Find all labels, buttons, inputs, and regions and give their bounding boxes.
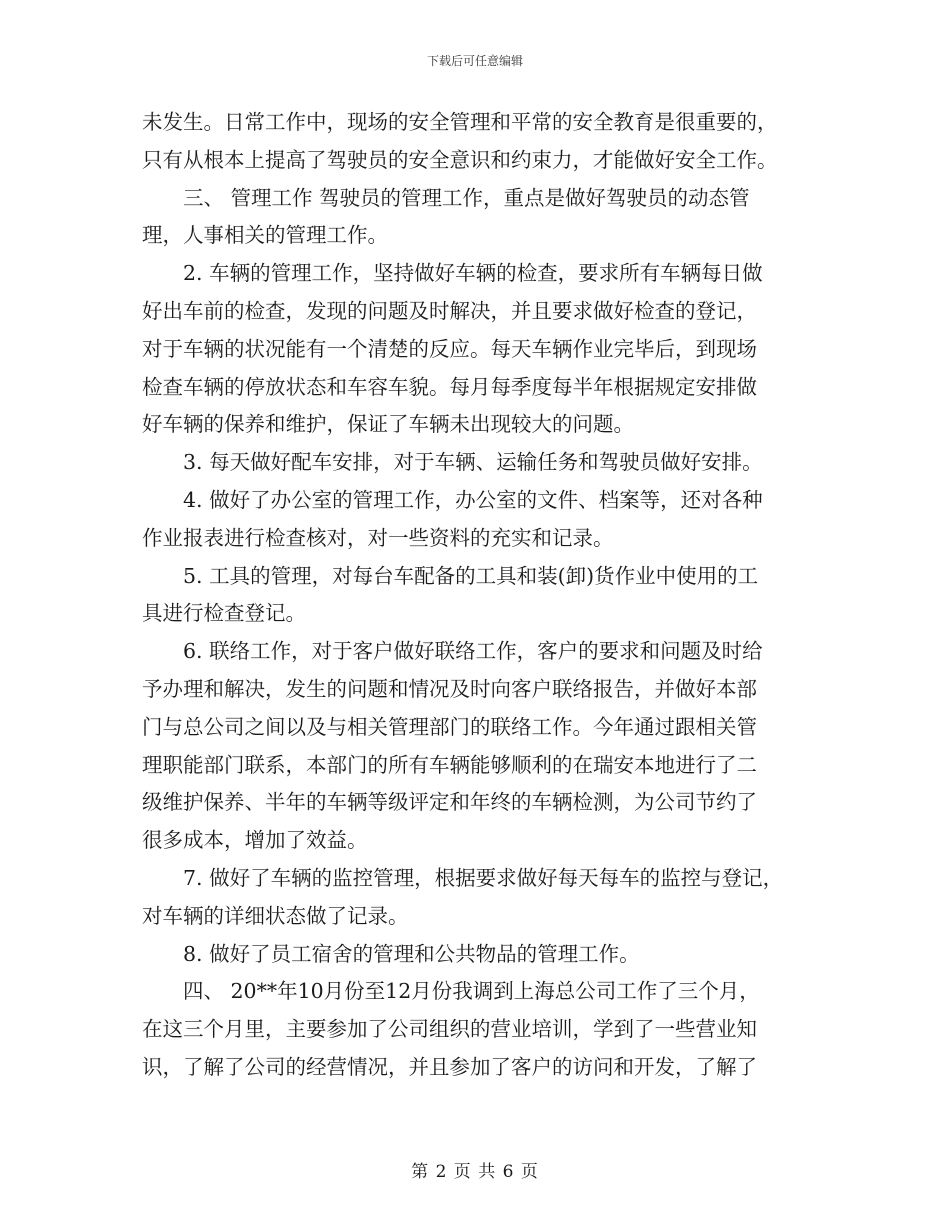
paragraph-item-3 [142, 444, 818, 482]
text-line: 对于车辆的状况能有一个清楚的反应。每天车辆作业完毕后，到现场 [142, 336, 757, 361]
text-line: 三、 管理工作 驾驶员的管理工作，重点是做好驾驶员的动态管 [183, 185, 750, 210]
page-footer: 第 2 页 共 6 页 [411, 1162, 539, 1182]
text-line: 理，人事相关的管理工作。 [142, 223, 388, 248]
paragraph-item-2 [142, 255, 818, 444]
paragraph-continuation [142, 104, 818, 180]
text-line: 7. 做好了车辆的监控管理，根据要求做好每天每车的监控与登记， [183, 865, 784, 890]
text-line: 具进行检查登记。 [142, 601, 306, 626]
text-line: 理职能部门联系，本部门的所有车辆能够顺利的在瑞安本地进行了二 [142, 752, 757, 777]
text-line: 好出车前的检查，发现的问题及时解决，并且要求做好检查的登记， [142, 298, 757, 323]
paragraph-item-5 [142, 558, 818, 634]
text-line: 好车辆的保养和维护，保证了车辆未出现较大的问题。 [142, 412, 634, 437]
text-line: 在这三个月里，主要参加了公司组织的营业培训，学到了一些营业知 [142, 1017, 757, 1042]
text-line: 4. 做好了办公室的管理工作，办公室的文件、档案等，还对各种 [183, 487, 763, 512]
text-line: 8. 做好了员工宿舍的管理和公共物品的管理工作。 [183, 941, 640, 966]
text-line: 予办理和解决，发生的问题和情况及时向客户联络报告，并做好本部 [142, 676, 757, 701]
text-line: 很多成本，增加了效益。 [142, 828, 368, 853]
text-line: 5. 工具的管理，对每台车配备的工具和装(卸)货作业中使用的工 [183, 563, 759, 588]
text-line: 只有从根本上提高了驾驶员的安全意识和约束力，才能做好安全工作。 [142, 147, 778, 172]
text-line: 识，了解了公司的经营情况，并且参加了客户的访问和开发，了解了 [142, 1054, 757, 1079]
text-line: 作业报表进行检查核对，对一些资料的充实和记录。 [142, 525, 614, 550]
text-line: 6. 联络工作，对于客户做好联络工作，客户的要求和问题及时给 [183, 639, 763, 664]
paragraph-item-4 [142, 482, 818, 558]
text-line: 级维护保养、半年的车辆等级评定和年终的车辆检测，为公司节约了 [142, 790, 757, 815]
paragraph-item-8 [142, 936, 818, 974]
paragraph-item-6 [142, 633, 818, 860]
page-header: 下载后可任意编辑 [426, 54, 523, 68]
text-line: 3. 每天做好配车安排，对于车辆、运输任务和驾驶员做好安排。 [183, 450, 763, 475]
text-line: 未发生。日常工作中，现场的安全管理和平常的安全教育是很重要的， [142, 110, 778, 134]
text-line: 四、 20**年10月份至12月份我调到上海总公司工作了三个月， [183, 979, 760, 1004]
text-line: 检查车辆的停放状态和车容车貌。每月每季度每半年根据规定安排做 [142, 374, 757, 399]
paragraph-section-4 [142, 973, 818, 1086]
document-body [142, 104, 818, 1087]
text-line: 门与总公司之间以及与相关管理部门的联络工作。今年通过跟相关管 [142, 714, 757, 739]
paragraph-section-3 [142, 180, 818, 256]
text-line: 对车辆的详细状态做了记录。 [142, 903, 409, 928]
paragraph-item-7 [142, 860, 818, 936]
text-line: 2. 车辆的管理工作，坚持做好车辆的检查，要求所有车辆每日做 [183, 261, 763, 286]
